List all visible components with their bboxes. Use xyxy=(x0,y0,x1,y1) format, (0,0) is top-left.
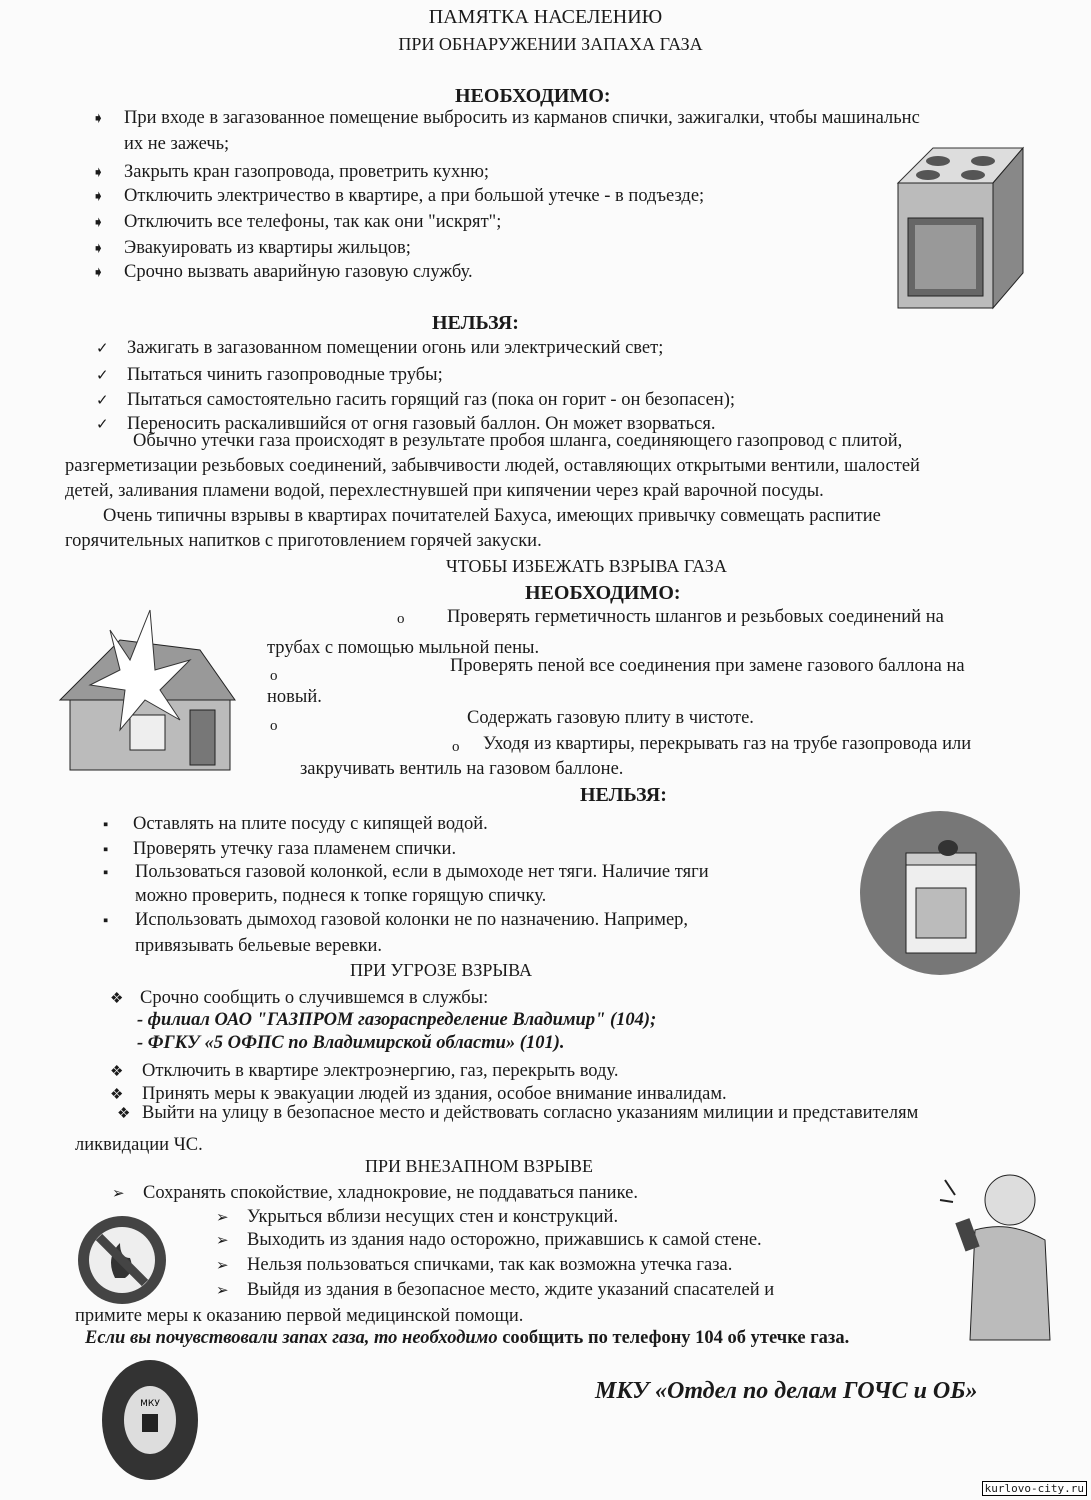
paragraph-line: Очень типичны взрывы в квартирах почитателей Бахуса, имеющих привычку совмещать распитие xyxy=(103,506,881,526)
arrow-bullet-icon: ➧ xyxy=(92,265,105,281)
diamond-bullet-icon: ❖ xyxy=(117,1106,131,1122)
arrow-bullet-icon: ➧ xyxy=(92,165,105,181)
arrow-bullet-icon: ➧ xyxy=(92,189,105,205)
paragraph-line: детей, заливания пламени водой, перехлестнувшей при кипячении через край варочной посуды. xyxy=(65,481,824,501)
signature: МКУ «Отдел по делам ГОЧС и ОБ» xyxy=(595,1378,978,1404)
list-item: можно проверить, поднеся к топке горящую спичку. xyxy=(135,886,547,906)
diamond-bullet-icon: ❖ xyxy=(110,1064,124,1080)
list-item: ликвидации ЧС. xyxy=(75,1135,203,1155)
circle-bullet-icon: o xyxy=(397,611,405,627)
diamond-bullet-icon: ❖ xyxy=(110,1087,124,1103)
list-item: Использовать дымоход газовой колонки не по назначению. Например, xyxy=(135,910,689,930)
arrow-bullet-icon: ➧ xyxy=(92,111,105,127)
circle-bullet-icon: o xyxy=(270,668,278,684)
list-item: Пользоваться газовой колонкой, если в дымоходе нет тяги. Наличие тяги xyxy=(135,862,709,882)
list-item: их не зажечь; xyxy=(124,134,230,154)
list-item: трубах с помощью мыльной пены. xyxy=(267,638,540,658)
diamond-bullet-icon: ❖ xyxy=(110,991,124,1007)
list-item: Выйдя из здания в безопасное место, ждите указаний спасателей и xyxy=(247,1280,775,1300)
list-item: Пытаться чинить газопроводные трубы; xyxy=(127,365,443,385)
list-item: Закрыть кран газопровода, проветрить кухню; xyxy=(124,162,490,182)
list-item: При входе в загазованное помещение выбросить из карманов спички, зажигалки, чтобы машинальнс xyxy=(124,108,920,128)
arrow-bullet-icon: ➢ xyxy=(216,1258,229,1274)
list-item: Проверять утечку газа пламенем спички. xyxy=(133,839,457,859)
list-item: Срочно сообщить о случившемся в службы: xyxy=(140,988,489,1008)
section4-heading: НЕЛЬЗЯ: xyxy=(580,784,667,806)
list-item: Содержать газовую плиту в чистоте. xyxy=(467,708,754,728)
list-item: Проверять пеной все соединения при замене газового баллона на xyxy=(450,656,965,676)
list-item: Отключить электричество в квартире, а при большой утечке - в подъезде; xyxy=(124,186,705,206)
list-item: Принять меры к эвакуации людей из здания, особое внимание инвалидам. xyxy=(142,1084,727,1104)
watermark: kurlovo-city.ru xyxy=(982,1481,1087,1496)
list-item: закручивать вентиль на газовом баллоне. xyxy=(300,759,624,779)
arrow-bullet-icon: ➢ xyxy=(112,1186,125,1202)
square-bullet-icon: ▪ xyxy=(103,865,109,881)
footer-note xyxy=(85,1327,849,1349)
check-icon: ✓ xyxy=(96,368,109,384)
stove-in-circle-illustration xyxy=(858,808,1023,978)
arrow-bullet-icon: ➧ xyxy=(92,241,105,257)
square-bullet-icon: ▪ xyxy=(103,913,109,929)
list-item: Отключить все телефоны, так как они "искрят"; xyxy=(124,212,502,232)
paragraph-line: горячительных напитков с приготовлением горячей закуски. xyxy=(65,531,542,551)
list-item: Уходя из квартиры, перекрывать газ на трубе газопровода или xyxy=(483,734,972,754)
service-fgku: - ФГКУ «5 ОФПС по Владимирской области» (101). xyxy=(137,1033,565,1053)
gas-stove-illustration xyxy=(893,143,1028,313)
list-item: Выйти на улицу в безопасное место и действовать согласно указаниям милиции и представителям xyxy=(142,1103,919,1123)
list-item: Отключить в квартире электроэнергию, газ, перекрыть воду. xyxy=(142,1061,619,1081)
circle-bullet-icon: o xyxy=(452,739,460,755)
list-item: Укрыться вблизи несущих стен и конструкций. xyxy=(247,1207,619,1227)
section5-title: ПРИ УГРОЗЕ ВЗРЫВА xyxy=(350,960,533,980)
arrow-bullet-icon: ➢ xyxy=(216,1233,229,1249)
square-bullet-icon: ▪ xyxy=(103,817,109,833)
paragraph-line: Обычно утечки газа происходят в результате пробоя шланга, соединяющего газопровод с плитой, xyxy=(133,431,903,451)
list-item: Переносить раскалившийся от огня газовый баллон. Он может взорваться. xyxy=(127,414,716,434)
check-icon: ✓ xyxy=(96,393,109,409)
page-subtitle: ПРИ ОБНАРУЖЕНИИ ЗАПАХА ГАЗА xyxy=(398,34,703,54)
panicked-man-illustration xyxy=(935,1160,1060,1345)
page-title: ПАМЯТКА НАСЕЛЕНИЮ xyxy=(428,6,663,28)
list-item: Пытаться самостоятельно гасить горящий газ (пока он горит - он безопасен); xyxy=(127,390,736,410)
svg-text:МКУ: МКУ xyxy=(140,1399,160,1409)
footer-note-italic: Если вы почувствовали запах газа, то необходимо xyxy=(85,1328,498,1348)
organization-seal xyxy=(100,1358,200,1483)
circle-bullet-icon: o xyxy=(270,718,278,734)
list-item: привязывать бельевые веревки. xyxy=(135,936,382,956)
arrow-bullet-icon: ➧ xyxy=(92,215,105,231)
paragraph-line: разгерметизации резьбовых соединений, забывчивости людей, оставляющих открытыми вентили, шалостей xyxy=(65,456,920,476)
section2-heading: НЕЛЬЗЯ: xyxy=(432,312,519,334)
section3-title: ЧТОБЫ ИЗБЕЖАТЬ ВЗРЫВА ГАЗА xyxy=(446,556,727,576)
list-item: примите меры к оказанию первой медицинской помощи. xyxy=(75,1306,524,1326)
arrow-bullet-icon: ➢ xyxy=(216,1283,229,1299)
list-item: новый. xyxy=(267,687,322,707)
list-item: Проверять герметичность шлангов и резьбовых соединений на xyxy=(447,607,944,627)
list-item: Срочно вызвать аварийную газовую службу. xyxy=(124,262,473,282)
list-item: Оставлять на плите посуду с кипящей водой. xyxy=(133,814,488,834)
footer-note-bold: сообщить по телефону 104 об утечке газа. xyxy=(497,1328,850,1348)
check-icon: ✓ xyxy=(96,341,109,357)
list-item: Эвакуировать из квартиры жильцов; xyxy=(124,238,411,258)
square-bullet-icon: ▪ xyxy=(103,842,109,858)
list-item: Сохранять спокойствие, хладнокровие, не поддаваться панике. xyxy=(143,1183,638,1203)
list-item: Зажигать в загазованном помещении огонь или электрический свет; xyxy=(127,338,664,358)
check-icon: ✓ xyxy=(96,417,109,433)
list-item: Выходить из здания надо осторожно, прижавшись к самой стене. xyxy=(247,1230,762,1250)
exploding-house-illustration xyxy=(50,590,250,780)
list-item: Нельзя пользоваться спичками, так как возможна утечка газа. xyxy=(247,1255,733,1275)
arrow-bullet-icon: ➢ xyxy=(216,1210,229,1226)
no-fire-sign-icon xyxy=(75,1213,170,1308)
section6-title: ПРИ ВНЕЗАПНОМ ВЗРЫВЕ xyxy=(365,1156,593,1176)
section3-heading: НЕОБХОДИМО: xyxy=(525,582,681,604)
service-gazprom: - филиал ОАО "ГАЗПРОМ газораспределение Владимир" (104); xyxy=(137,1010,657,1030)
section1-heading: НЕОБХОДИМО: xyxy=(455,85,611,107)
